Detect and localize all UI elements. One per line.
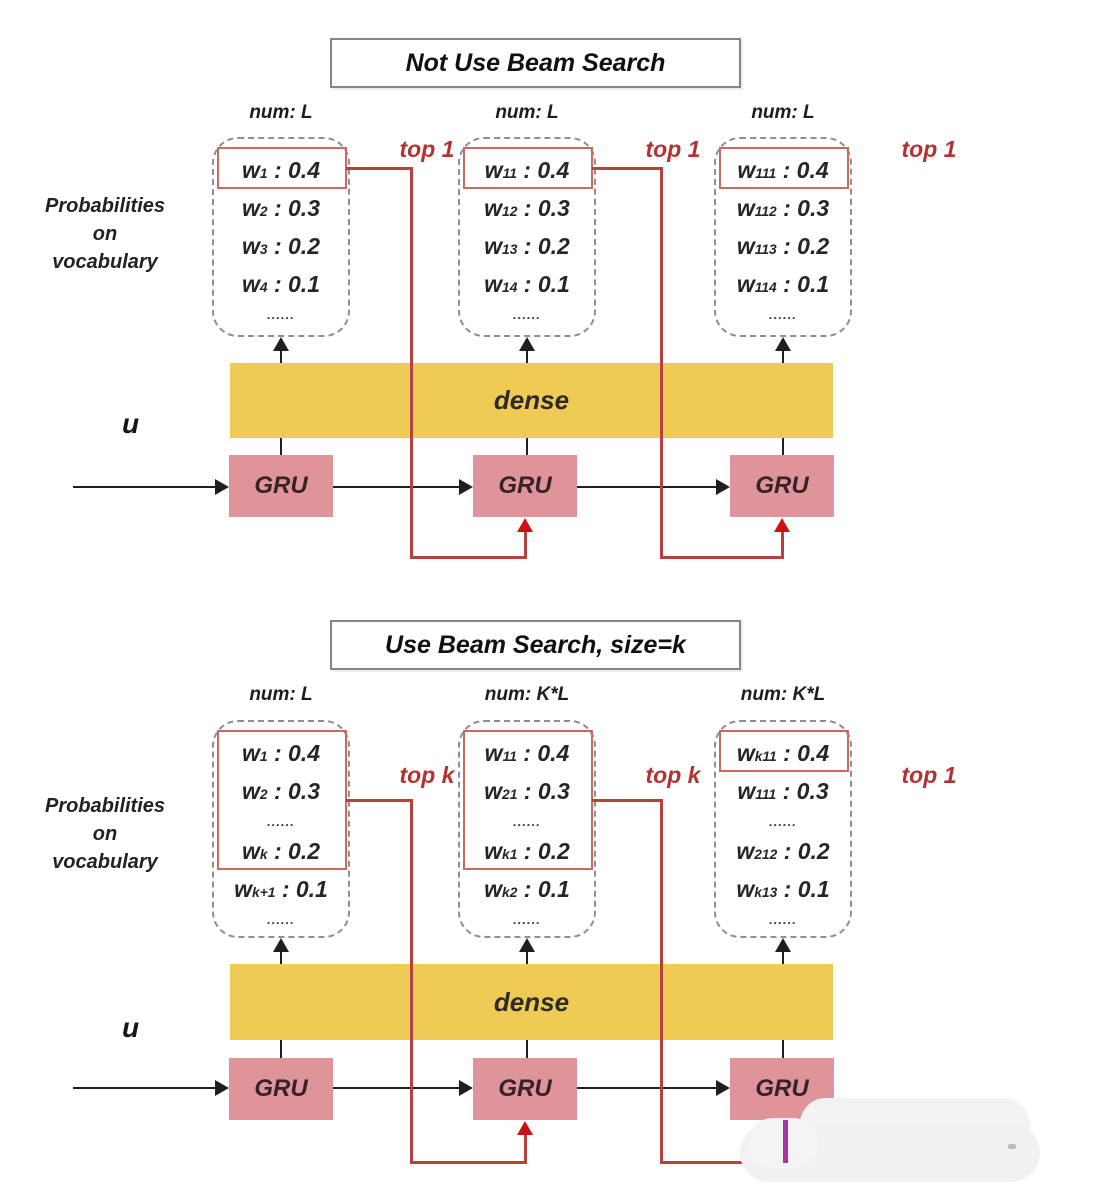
probability-value: : 0.1 [267,270,320,297]
word-symbol: w [484,156,503,183]
word-symbol: w [737,156,756,183]
gru-label: GRU [755,472,809,499]
num-label: num: L [495,102,559,123]
word-subscript: k [259,847,268,863]
word-symbol: w [242,777,260,804]
probability-value: : 0.2 [776,232,830,259]
feedback-line-horizontal [410,556,526,559]
input-arrow-line [73,1087,216,1089]
feedback-line-horizontal [660,556,783,559]
top-n-label: top k [645,762,701,788]
magenta-cursor-mark [783,1120,788,1163]
feedback-line-vertical [524,1133,527,1164]
probability-value: : 0.2 [777,837,830,864]
gru-box [229,455,333,517]
probability-value: : 0.4 [776,156,829,183]
word-subscript: 111 [755,166,777,182]
probability-value: : 0.4 [267,156,320,183]
word-subscript: 113 [754,242,777,258]
panel-title-box: Not Use Beam Search [330,38,741,88]
top-n-label: top 1 [645,136,701,162]
word-symbol: w [242,270,260,297]
top-selection-red-rect [719,730,849,772]
feedback-line-horizontal [592,167,660,170]
ellipsis-row: ...... [267,306,295,322]
word-subscript: k11 [754,749,777,765]
gru-label: GRU [498,1075,552,1102]
word-symbol: w [484,875,503,902]
vocab-entry [214,265,348,303]
gru-to-gru-arrowhead-icon [716,1080,730,1096]
probability-value: : 0.1 [275,875,328,902]
side-label-line: on [92,223,118,245]
word-symbol: w [242,837,260,864]
feedback-line-vertical [660,799,663,1163]
input-arrow-line [73,486,216,488]
gru-to-dense-line [280,438,282,455]
probability-value: : 0.2 [517,837,570,864]
dense-label: dense [493,986,570,1017]
feedback-arrowhead-icon [517,518,533,532]
vocab-entry [716,189,850,227]
gru-box [730,455,834,517]
vocab-entry [460,265,594,303]
input-arrowhead-icon [215,1080,229,1096]
gru-label: GRU [254,1075,308,1102]
feedback-line-horizontal [346,799,410,802]
gru-to-dense-line [782,1040,784,1058]
word-subscript: 114 [754,280,777,296]
word-symbol: w [242,194,260,221]
word-symbol: w [737,777,756,804]
gru-to-gru-arrow-line [333,1087,460,1089]
gru-box [229,1058,333,1120]
probability-value: : 0.1 [777,875,830,902]
gru-box [473,455,577,517]
word-symbol: w [242,232,260,259]
top-n-label: top 1 [901,136,957,162]
dense-label: dense [493,385,570,415]
ellipsis-row: ...... [267,813,295,829]
word-subscript: 11 [502,749,517,765]
num-label: num: L [249,684,313,705]
gru-to-gru-arrow-line [577,486,717,488]
word-subscript: 14 [502,280,518,296]
word-subscript: 112 [754,204,777,220]
word-subscript: 21 [502,787,518,803]
probability-value: : 0.4 [516,739,570,766]
vocab-entry [214,870,348,908]
dense-to-vocab-line [526,950,528,964]
feedback-line-vertical [524,530,527,559]
vocab-entry [716,265,850,303]
gru-label: GRU [254,472,308,499]
dense-to-vocab-arrowhead-icon [273,337,289,351]
vocab-entry [716,832,850,870]
ellipsis-row: ...... [513,813,541,829]
word-symbol: w [736,837,755,864]
dense-to-vocab-line [526,349,528,363]
word-subscript: 11 [502,166,517,182]
gru-to-gru-arrowhead-icon [459,1080,473,1096]
input-u-label: u [122,1012,140,1043]
word-subscript: k2 [502,885,518,901]
probability-value: : 0.1 [517,270,570,297]
ellipsis-row: ...... [769,813,797,829]
word-symbol: w [736,739,755,766]
side-label-line: vocabulary [52,251,158,273]
num-label: num: K*L [740,684,826,705]
feedback-arrowhead-icon [517,1121,533,1135]
num-label: num: L [249,102,313,123]
word-subscript: 3 [259,242,268,258]
probabilities-on-vocabulary-label [15,792,195,876]
top-selection-red-rect [719,147,849,189]
num-label: num: L [751,102,815,123]
word-subscript: 212 [754,847,778,863]
dense-layer-bar [230,363,833,438]
ellipsis-row: ...... [513,911,541,927]
probability-value: : 0.1 [776,270,830,297]
dense-to-vocab-line [782,950,784,964]
word-symbol: w [736,270,755,297]
feedback-line-vertical [410,799,413,1163]
dense-to-vocab-arrowhead-icon [519,337,535,351]
word-symbol: w [736,875,755,902]
top-selection-red-rect [463,730,593,870]
probability-value: : 0.4 [516,156,570,183]
word-subscript: k13 [754,885,778,901]
probability-value: : 0.1 [517,875,570,902]
word-subscript: 1 [259,166,268,182]
gru-to-dense-line [782,438,784,455]
gru-to-dense-line [526,438,528,455]
dense-to-vocab-arrowhead-icon [775,337,791,351]
top-n-label: top k [399,762,455,788]
probability-value: : 0.3 [517,777,570,804]
vocab-entry [716,870,850,908]
input-arrowhead-icon [215,479,229,495]
vocab-entry [460,870,594,908]
gru-label: GRU [498,472,552,499]
top-selection-red-rect [217,147,347,189]
word-symbol: w [234,875,253,902]
dense-to-vocab-line [280,349,282,363]
probability-value: : 0.4 [776,739,830,766]
vocab-entry [460,189,594,227]
vocab-entry [214,189,348,227]
feedback-line-vertical [781,530,784,559]
gru-to-gru-arrowhead-icon [459,479,473,495]
num-label: num: K*L [484,684,570,705]
word-symbol: w [736,232,755,259]
probability-value: : 0.4 [267,739,320,766]
ellipsis-row: ...... [769,911,797,927]
word-subscript: 2 [259,787,268,803]
vocab-entry [460,227,594,265]
probabilities-on-vocabulary-label [15,192,195,276]
side-label-line: Probabilities [44,795,166,817]
word-subscript: 12 [502,204,518,220]
probability-value: : 0.3 [517,194,570,221]
word-symbol: w [242,156,260,183]
probability-value: : 0.2 [267,837,320,864]
word-symbol: w [484,194,503,221]
gru-label: GRU [755,1075,809,1102]
feedback-arrowhead-icon [774,518,790,532]
dense-to-vocab-line [280,950,282,964]
ellipsis-row: ...... [769,306,797,322]
top-selection-red-rect [463,147,593,189]
word-symbol: w [736,194,755,221]
word-subscript: k1 [502,847,518,863]
ellipsis-row: ...... [267,911,295,927]
dense-to-vocab-arrowhead-icon [273,938,289,952]
top-n-label: top 1 [901,762,957,788]
gru-to-gru-arrow-line [333,486,460,488]
feedback-line-vertical [410,167,413,558]
feedback-line-horizontal [346,167,410,170]
feedback-line-horizontal [592,799,660,802]
word-subscript: 2 [259,204,268,220]
probability-value: : 0.3 [267,194,320,221]
top-n-label: top 1 [399,136,455,162]
feedback-line-horizontal [410,1161,526,1164]
vocab-entry [214,227,348,265]
word-subscript: 1 [259,749,268,765]
word-symbol: w [484,232,503,259]
gru-to-gru-arrowhead-icon [716,479,730,495]
word-symbol: w [484,777,503,804]
probability-value: : 0.3 [267,777,320,804]
probability-value: : 0.2 [267,232,320,259]
dense-to-vocab-arrowhead-icon [775,938,791,952]
gru-to-gru-arrow-line [577,1087,717,1089]
panel-title-box: Use Beam Search, size=k [330,620,741,670]
smudge-speck [1008,1144,1016,1149]
probability-value: : 0.3 [776,194,830,221]
word-subscript: 111 [755,787,777,803]
dense-to-vocab-arrowhead-icon [519,938,535,952]
input-u-label: u [122,408,140,439]
dense-to-vocab-line [782,349,784,363]
probability-value: : 0.3 [776,777,829,804]
side-label-line: on [92,823,118,845]
word-subscript: k+1 [252,885,276,901]
vocab-entry [716,227,850,265]
word-symbol: w [484,270,503,297]
probability-value: : 0.2 [517,232,570,259]
ellipsis-row: ...... [513,306,541,322]
top-selection-red-rect [217,730,347,870]
word-symbol: w [484,739,503,766]
feedback-line-vertical [660,167,663,558]
side-label-line: vocabulary [52,851,158,873]
word-symbol: w [484,837,503,864]
gru-to-dense-line [526,1040,528,1058]
word-subscript: 13 [502,242,518,258]
gru-to-dense-line [280,1040,282,1058]
vocab-entry [716,772,850,810]
word-symbol: w [242,739,260,766]
side-label-line: Probabilities [44,195,166,217]
word-subscript: 4 [259,280,268,296]
gru-box [473,1058,577,1120]
dense-layer-bar [230,964,833,1040]
